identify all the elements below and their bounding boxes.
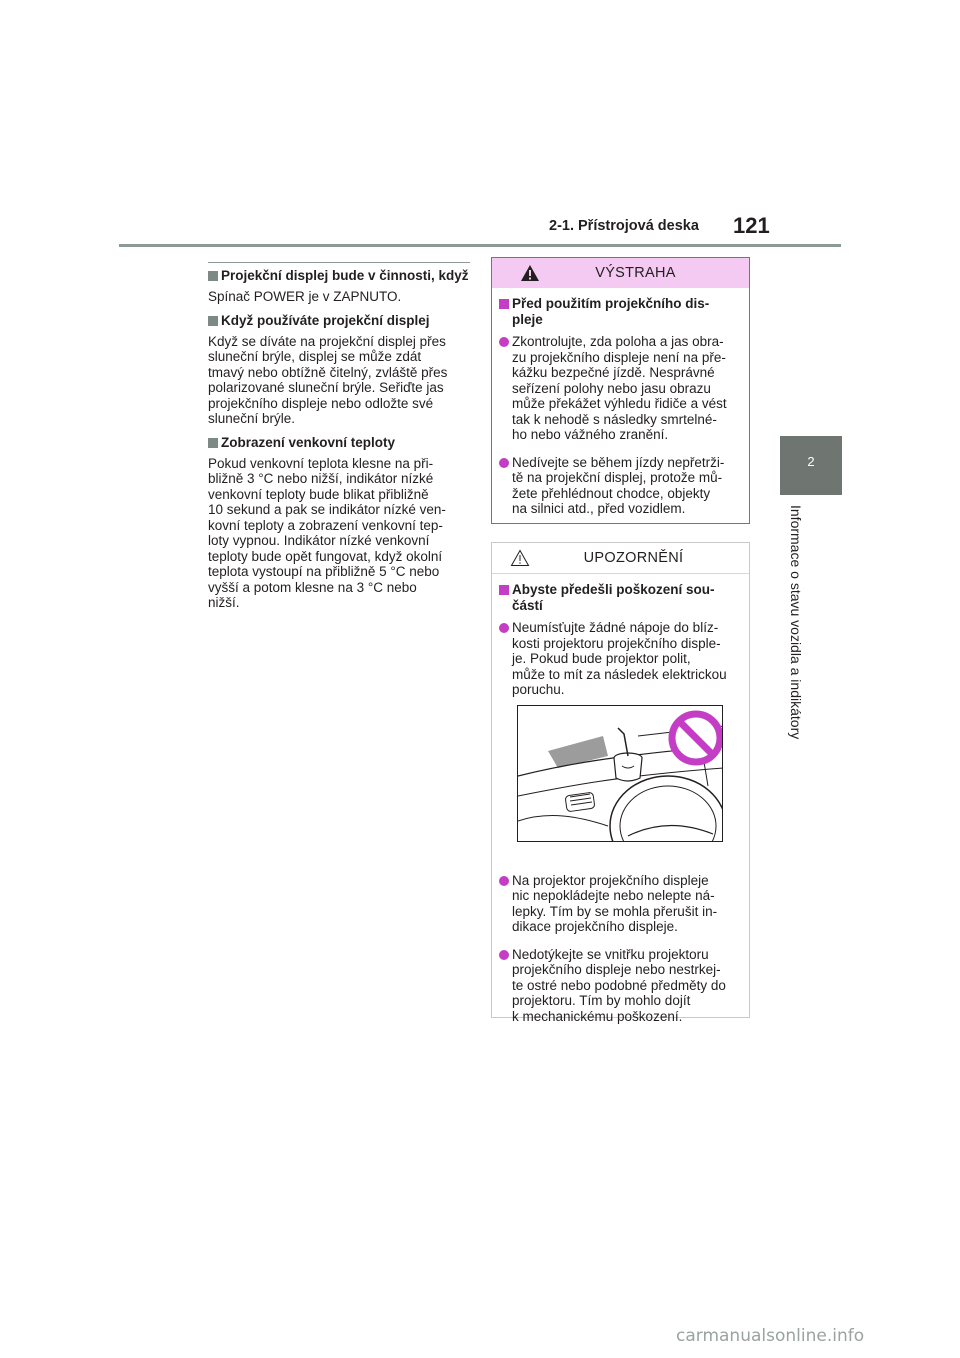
paragraph: Pokud venkovní teplota klesne na při- bližně 3 °C nebo nižší, indikátor nízké venkovní teploty bude blikat přibližně 10 sekund a pak se indikátor nízké ven- kovní teploty a zobrazení venkovní tep- loty vypnou. Indikátor nízké venkovní teploty bude opět fungovat, když okolní teplota vystoupí na přibližně 5 °C nebo vyšší a potom klesne na 3 °C nebo nižší. <box>208 455 446 610</box>
square-bullet-icon <box>208 316 218 326</box>
page-number: 121 <box>733 213 770 238</box>
chapter-title: Informace o stavu vozidla a indikátory <box>788 505 804 740</box>
list-item: Neumísťujte žádné nápoje do blíz- kosti projektoru projekčního disple- je. Pokud bude projektor polit, může to mít za následek elektrickou poruchu. <box>499 620 739 698</box>
caution-icon <box>510 549 530 567</box>
square-bullet-icon <box>208 271 218 281</box>
square-bullet-icon <box>208 438 218 448</box>
section-heading: Když používáte projekční displej <box>208 313 470 328</box>
paragraph: Když se díváte na projekční displej přes sluneční brýle, displej se může zdát tmavý nebo obtížně čitelný, zvláště přes polarizované sluneční brýle. Seřiďte jas projekčního displeje nebo odložte své sluneční brýle. <box>208 333 448 426</box>
list-item: Zkontrolujte, zda poloha a jas obra- zu projekčního displeje není na pře- kážku bezpečné jízdě. Nesprávné seřízení polohy nebo jasu obrazu může překážet výhledu řidiče a vést tak k nehodě s následky smrtelné- ho nebo vážného zranění. <box>499 334 739 443</box>
bullet-icon <box>499 458 509 468</box>
section-heading: Zobrazení venkovní teploty <box>208 435 470 450</box>
caution-subheading: Abyste předešli poškození sou- částí <box>499 582 739 613</box>
bullet-icon <box>499 876 509 886</box>
warning-subheading: Před použitím projekčního dis- pleje <box>499 296 739 327</box>
watermark: carmanualsonline.info <box>676 1326 865 1346</box>
list-item: Na projektor projekčního displeje nic nepokládejte nebo nelepte ná- lepky. Tím by se mohla přerušit in- dikace projekčního displeje. <box>499 873 739 935</box>
warning-heading: VÝSTRAHA <box>595 265 676 281</box>
warning-icon <box>520 264 540 282</box>
left-column <box>208 262 470 611</box>
bullet-icon <box>499 337 509 347</box>
warning-header <box>492 258 749 288</box>
square-bullet-icon <box>499 585 509 595</box>
bullet-icon <box>499 623 509 633</box>
chapter-number: 2 <box>807 454 815 469</box>
bullet-icon <box>499 950 509 960</box>
warning-box <box>491 257 750 524</box>
column-rule <box>208 262 470 263</box>
list-item: Nedotýkejte se vnitřku projektoru projekčního displeje nebo nestrkej- te ostré nebo podobné předměty do projektoru. Tím by mohlo dojít k mechanickému poškození. <box>499 947 739 1025</box>
list-item: Nedívejte se během jízdy nepřetrži- tě na projekční displej, protože mů- žete přehlédnout chodce, objekty na silnici atd., před vozidlem. <box>499 455 739 517</box>
caution-heading: UPOZORNĚNÍ <box>583 550 684 566</box>
paragraph: Spínač POWER je v ZAPNUTO. <box>208 289 402 304</box>
caution-header <box>492 543 749 574</box>
header-rule <box>119 244 841 247</box>
section-title: 2-1. Přístrojová deska <box>549 218 699 234</box>
section-heading: Projekční displej bude v činnosti, když <box>208 268 470 283</box>
projector-drink-illustration <box>517 705 723 842</box>
square-bullet-icon <box>499 299 509 309</box>
dashboard-drawing <box>518 706 723 842</box>
